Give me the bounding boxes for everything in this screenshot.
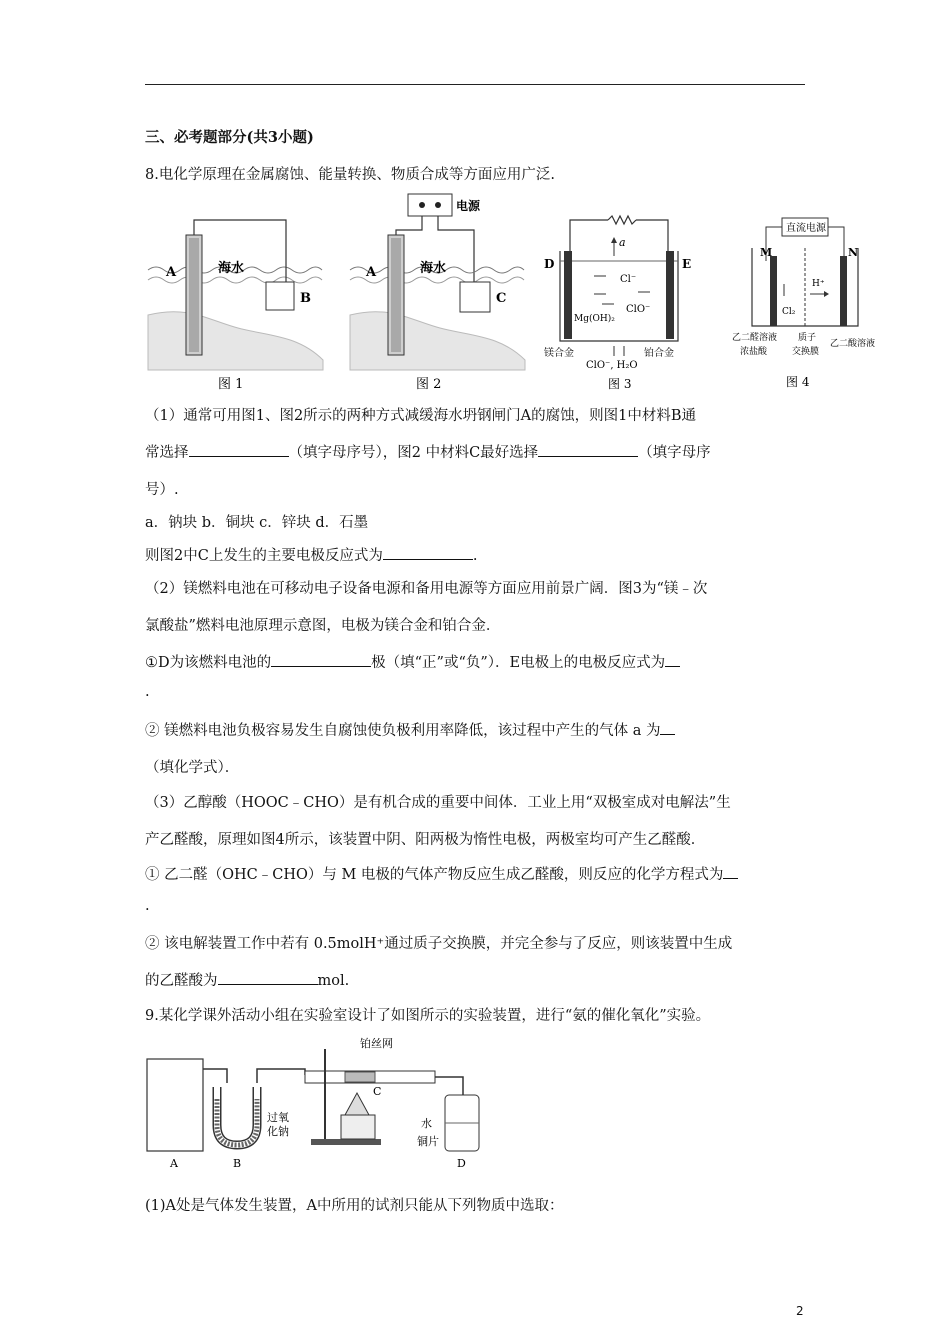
- fig4-h: H⁺: [812, 279, 825, 289]
- fig3-inlet: ClO⁻, H₂O: [586, 360, 638, 371]
- fig2-label-water: 海水: [420, 261, 447, 276]
- q8-p3-q1-end: .: [145, 898, 150, 914]
- q8-p2-q1-end: .: [145, 684, 150, 700]
- answer-blank-c[interactable]: [538, 442, 638, 457]
- figure-3: [540, 206, 700, 400]
- fig1-label-water: 海水: [218, 261, 245, 276]
- fig3-label-e: E: [682, 257, 692, 271]
- q8-stem: 8.电化学原理在金属腐蚀、能量转换、物质合成等方面应用广泛.: [145, 167, 555, 183]
- figure-1: [148, 210, 323, 399]
- q8-p2-line1: （2）镁燃料电池在可移动电子设备电源和备用电源等方面应用前景广阔．图3为“镁﹣次: [145, 581, 708, 597]
- fig3-mg-alloy: 镁合金: [544, 348, 574, 359]
- answer-blank-b[interactable]: [189, 442, 289, 457]
- q8-p3-line1: （3）乙醇酸（HOOC﹣CHO）是有机合成的重要中间体．工业上用“双极室成对电解法”生: [145, 795, 731, 811]
- q8-p3-q1: ① 乙二醛（OHC﹣CHO）与 M 电极的气体产物反应生成乙醛酸，则反应的化学方程式为: [145, 863, 738, 884]
- figure-apparatus: [145, 1035, 485, 1174]
- fig3-cl: Cl⁻: [620, 274, 637, 285]
- apparatus-copper: 铜片: [417, 1135, 439, 1148]
- answer-blank-c-electrode[interactable]: [383, 545, 473, 560]
- q8-p2-q2: ② 镁燃料电池负极容易发生自腐蚀使负极利用率降低，该过程中产生的气体 a 为: [145, 719, 675, 740]
- header-rule: [145, 84, 805, 85]
- apparatus-c: C: [373, 1085, 382, 1098]
- fig4-right: 乙二酸溶液: [830, 339, 876, 349]
- q8-options: a．钠块 b．铜块 c．锌块 d．石墨: [145, 515, 369, 531]
- figure-2: [350, 188, 525, 399]
- q8-p1-line2: 常选择 （填字母序号），图2 中材料C最好选择 （填字母序: [145, 441, 711, 462]
- figure-4: [730, 216, 876, 400]
- fig2-label-power: 电源: [456, 199, 481, 213]
- fig2-label-a: A: [366, 265, 377, 280]
- q8-p2-q2-end: （填化学式）．: [145, 760, 240, 776]
- section-heading: 三、必考题部分(共3小题): [145, 129, 314, 146]
- answer-blank-e[interactable]: [665, 652, 680, 667]
- q8-p1-line1: （1）通常可用图1、图2所示的两种方式减缓海水坍钢闸门A的腐蚀，则图1中材料B通: [145, 408, 697, 424]
- fig4-cl2: Cl₂: [782, 307, 796, 317]
- fig3-clo: ClO⁻: [626, 304, 651, 315]
- fig4-n: N: [848, 246, 859, 259]
- fig2-caption: 图 2: [416, 377, 442, 392]
- q8-p1-line4: 则图2中C上发生的主要电极反应式为 .: [145, 544, 477, 565]
- answer-blank-gas-a[interactable]: [660, 720, 675, 735]
- apparatus-pt-mesh: 铂丝网: [360, 1037, 393, 1050]
- fig4-mid2: 交换膜: [792, 347, 820, 357]
- q8-p3-line2: 产乙醛酸，原理如图4所示，该装置中阴、阳两极为惰性电极，两极室均可产生乙醛酸．: [145, 832, 706, 848]
- fig4-m: M: [760, 246, 773, 259]
- fig1-label-a: A: [166, 265, 177, 280]
- apparatus-na2o2-1: 过氧: [267, 1111, 289, 1124]
- answer-blank-equation[interactable]: [723, 864, 738, 879]
- apparatus-na2o2-2: 化钠: [267, 1125, 289, 1138]
- fig1-label-b: B: [300, 291, 311, 306]
- fig4-left1: 乙二醛溶液: [732, 333, 778, 343]
- q8-p3-q2: ② 该电解装置工作中若有 0.5molH⁺通过质子交换膜，并完全参与了反应，则该装置中生成: [145, 936, 733, 952]
- q8-p2-q1: ①D为该燃料电池的 极（填“正”或“负”）．E电极上的电极反应式为: [145, 651, 680, 672]
- fig3-caption: 图 3: [608, 377, 632, 391]
- fig2-label-c: C: [496, 291, 507, 306]
- page-number: 2: [796, 1304, 804, 1318]
- q9-p1: (1)A处是气体发生装置，A中所用的试剂只能从下列物质中选取：: [145, 1198, 564, 1214]
- answer-blank-mol[interactable]: [218, 970, 318, 985]
- fig3-pt-alloy: 铂合金: [644, 348, 674, 359]
- apparatus-a: A: [170, 1157, 178, 1170]
- q9-stem: 9.某化学课外活动小组在实验室设计了如图所示的实验装置，进行“氨的催化氧化”实验。: [145, 1008, 711, 1024]
- apparatus-d: D: [457, 1157, 466, 1170]
- q8-p1-line3: 号）.: [145, 482, 179, 498]
- q8-p3-q2-line2: 的乙醛酸为 mol.: [145, 969, 349, 990]
- fig1-caption: 图 1: [218, 377, 244, 392]
- fig3-label-d: D: [544, 257, 555, 271]
- fig4-caption: 图 4: [786, 375, 810, 389]
- apparatus-water: 水: [421, 1117, 432, 1130]
- fig3-mgoh2: Mg(OH)₂: [574, 314, 615, 324]
- fig4-mid1: 质子: [798, 333, 817, 343]
- apparatus-b: B: [233, 1157, 242, 1170]
- fig3-label-a: a: [619, 236, 626, 249]
- fig4-left2: 浓盐酸: [740, 347, 768, 357]
- fig4-power: 直流电源: [786, 223, 826, 234]
- q8-p2-line2: 氯酸盐”燃料电池原理示意图，电极为镁合金和铂合金．: [145, 618, 501, 634]
- answer-blank-d[interactable]: [271, 652, 371, 667]
